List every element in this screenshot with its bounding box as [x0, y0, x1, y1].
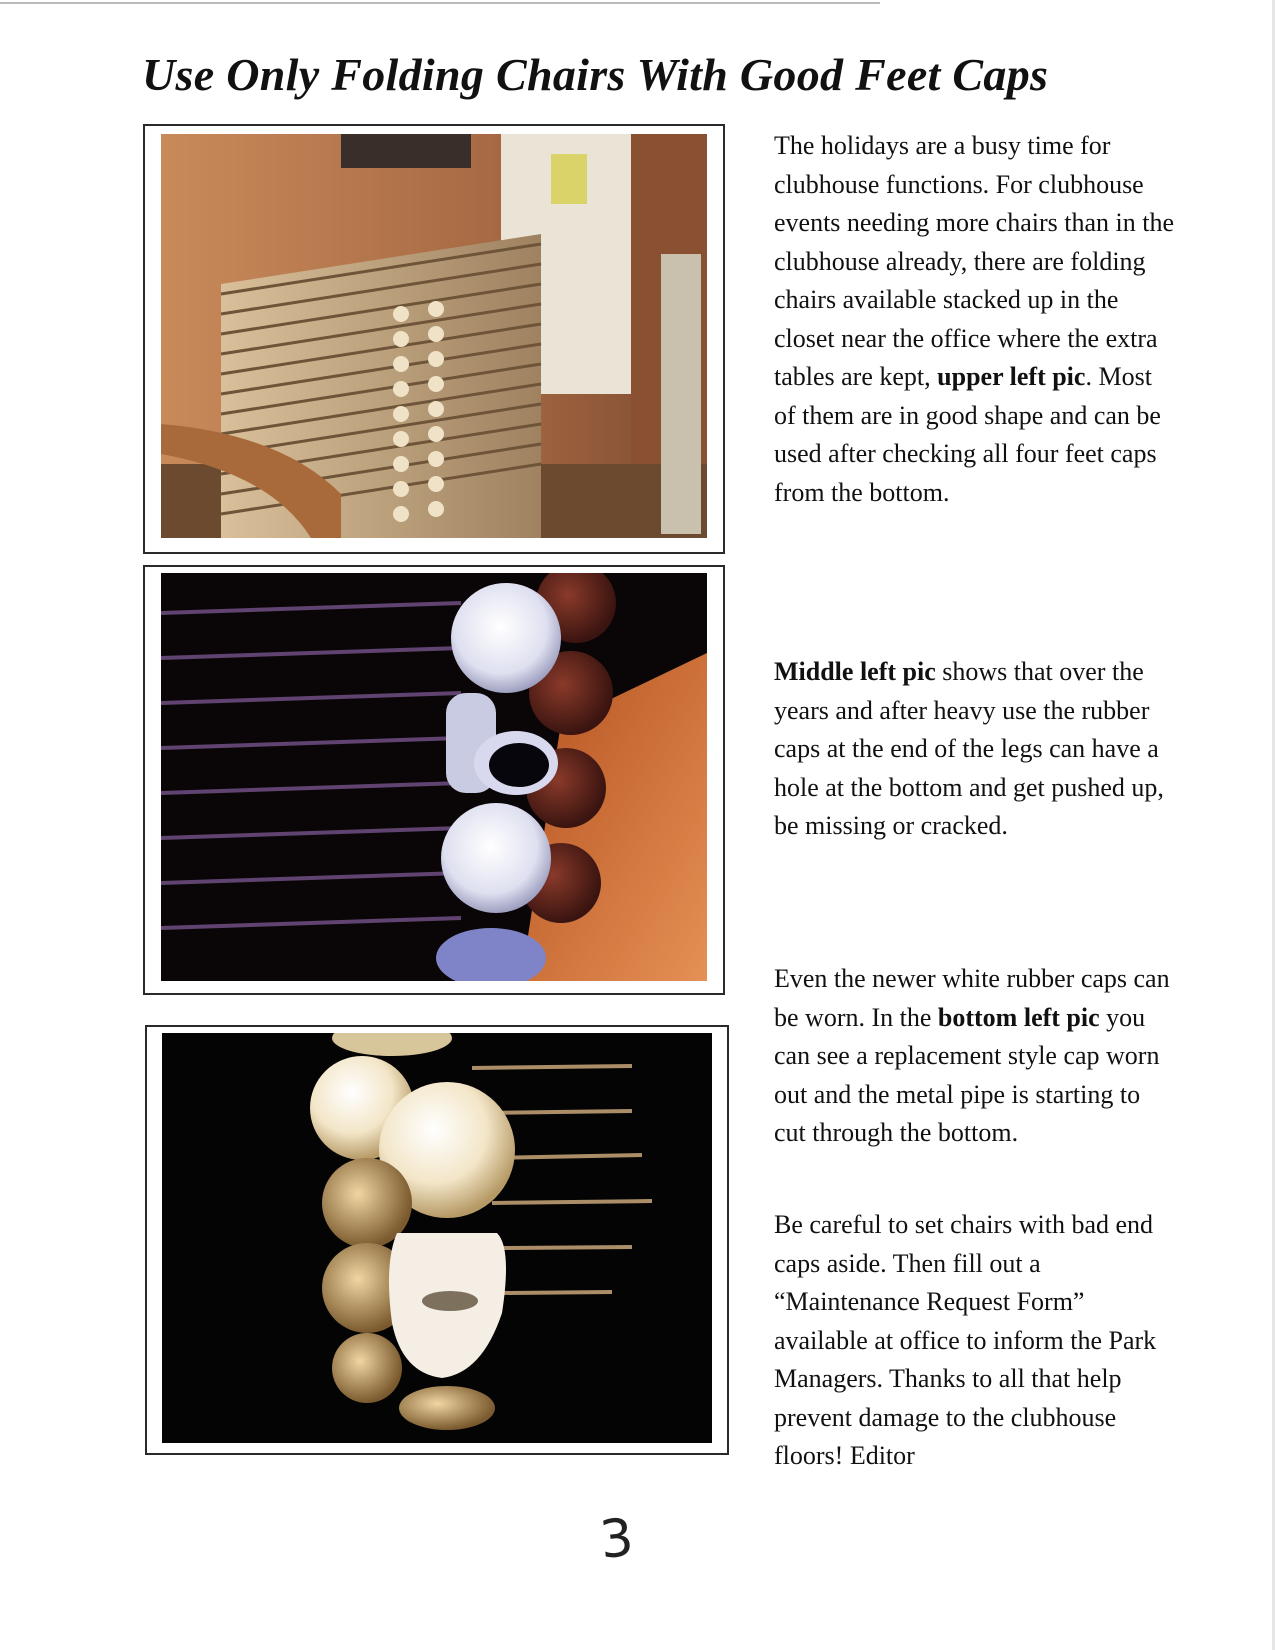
paragraph-bottom-bold: bottom left pic — [937, 1002, 1100, 1032]
page-title: Use Only Folding Chairs With Good Feet Caps — [142, 49, 1049, 100]
photo-worn-cap-with-hole — [161, 573, 707, 981]
paragraph-middle-bold: Middle left pic — [774, 657, 936, 686]
paragraph-intro-bold: upper left pic — [937, 362, 1086, 391]
article-text-column — [774, 127, 1174, 512]
paragraph-closing: Be careful to set chairs with bad end caps aside. Then fill out a “Maintenance Request Form” available at office to inform the Park Managers. Thanks to all that help prevent damage to the clubhouse floors! Editor — [774, 1210, 1157, 1470]
scan-edge-line — [0, 2, 880, 4]
paragraph-bottom-pic — [774, 960, 1174, 1153]
article-text-column-2 — [774, 653, 1174, 846]
paragraph-bottom-lead: Even the newer white rubber caps can be worn. In the — [774, 964, 1170, 1032]
paragraph-intro-lead: The holidays are a busy time for clubhouse functions. For clubhouse events needing more chairs than in the clubhouse already, there are folding chairs available stacked up in the closet near the office where the extra tables are kept, — [774, 131, 1174, 391]
photo-worn-white-caps — [162, 1033, 712, 1443]
paragraph-intro-tail: . Most of them are in good shape and can be used after checking all four feet caps from the bottom. — [774, 362, 1161, 507]
paragraph-middle-pic — [774, 653, 1174, 846]
paragraph-bottom-tail: you can see a replacement style cap worn out and the metal pipe is starting to cut through the bottom. — [774, 1002, 1160, 1147]
article-text-column-4 — [774, 1206, 1174, 1476]
article-text-column-3 — [774, 960, 1174, 1153]
paragraph-middle-tail: shows that over the years and after heavy use the rubber caps at the end of the legs can have a hole at the bottom and get pushed up, be missing or cracked. — [774, 657, 1164, 840]
photo-chairs-stacked — [161, 134, 707, 538]
paragraph-intro — [774, 127, 1174, 512]
page-number: 3 — [597, 1507, 637, 1571]
